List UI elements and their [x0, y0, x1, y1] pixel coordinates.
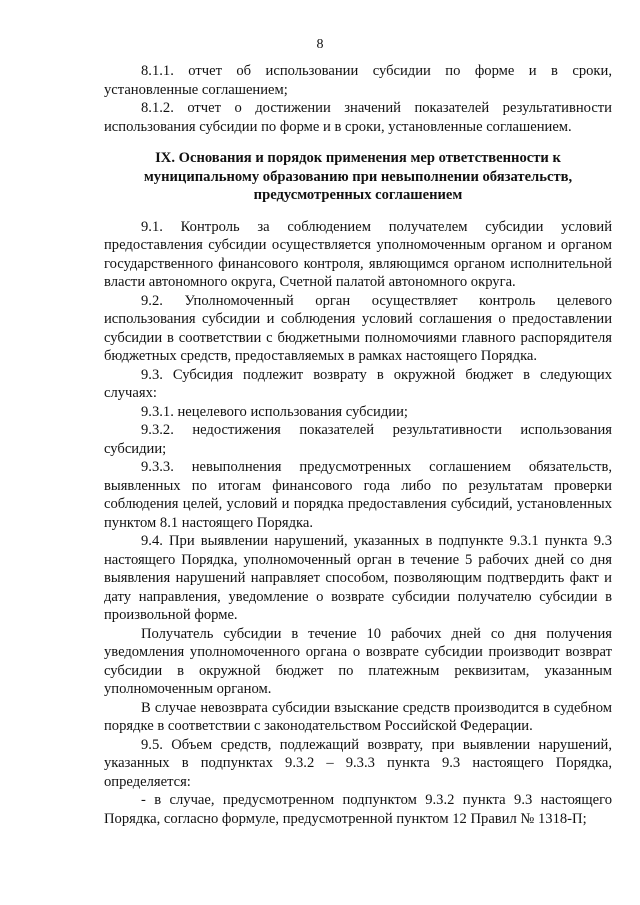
paragraph-9-3: 9.3. Субсидия подлежит возврату в окружной бюджет в следующих случаях: [104, 366, 612, 401]
paragraph-formula-case: - в случае, предусмотренном подпунктом 9.3.2 пункта 9.3 настоящего Порядка, согласно формуле, предусмотренной пунктом 12 Правил № 1318-П; [104, 792, 612, 827]
paragraph-9-2: 9.2. Уполномоченный орган осуществляет контроль целевого использования субсидии и соблюдения условий соглашения о предоставлении субсидии в соответствии с бюджетными полномочиями главного распорядителя бюджетных средств, предоставляемых в рамках настоящего Порядка. [104, 292, 612, 364]
section-title: IX. Основания и порядок применения мер ответственности к муниципальному образованию при невыполнении обязательств, предусмотренных соглашением [143, 150, 573, 203]
paragraph-9-5: 9.5. Объем средств, подлежащий возврату, при выявлении нарушений, указанных в подпунктах 9.3.2 – 9.3.3 пункта 9.3 настоящего Порядка, определяется: [104, 736, 612, 790]
paragraph-8-1-2: 8.1.2. отчет о достижении значений показателей результативности использования субсидии по форме и в сроки, установленные соглашением. [104, 100, 612, 135]
document-body [104, 62, 612, 828]
paragraph-9-3-3: 9.3.3. невыполнения предусмотренных соглашением обязательств, выявленных по итогам финансового года либо по результатам проверки соблюдения целей, условий и порядка предоставления субсидий, установленных пунктом 8.1 настоящего Порядка. [104, 459, 612, 531]
paragraph-9-3-2: 9.3.2. недостижения показателей результативности использования субсидии; [104, 422, 612, 457]
page-number: 8 [316, 37, 324, 52]
paragraph-9-4: 9.4. При выявлении нарушений, указанных в подпункте 9.3.1 пункта 9.3 настоящего Порядка, уполномоченный орган в течение 5 рабочих дней со дня выявления нарушений направляет способом, позволяющим подтвердить факт и дату направления, уведомление о возврате субсидии получателю субсидии в произвольной форме. [104, 533, 612, 623]
paragraph-9-3-1: 9.3.1. нецелевого использования субсидии; [141, 403, 408, 420]
paragraph-recipient-return: Получатель субсидии в течение 10 рабочих дней со дня получения уведомления уполномоченного органа о возврате субсидии производит возврат субсидии в окружной бюджет по платежным реквизитам, указанным уполномоченным органом. [104, 625, 612, 697]
paragraph-8-1-1: 8.1.1. отчет об использовании субсидии по форме и в сроки, установленные соглашением; [104, 63, 612, 98]
paragraph-9-1: 9.1. Контроль за соблюдением получателем субсидии условий предоставления субсидии осуществляется уполномоченным органом и органом государственного финансового контроля, являющимся органом исполнительной власти автономного округа, Счетной палатой автономного округа. [104, 218, 612, 290]
paragraph-court-recovery: В случае невозврата субсидии взыскание средств производится в судебном порядке в соответствии с законодательством Российской Федерации. [104, 699, 612, 734]
